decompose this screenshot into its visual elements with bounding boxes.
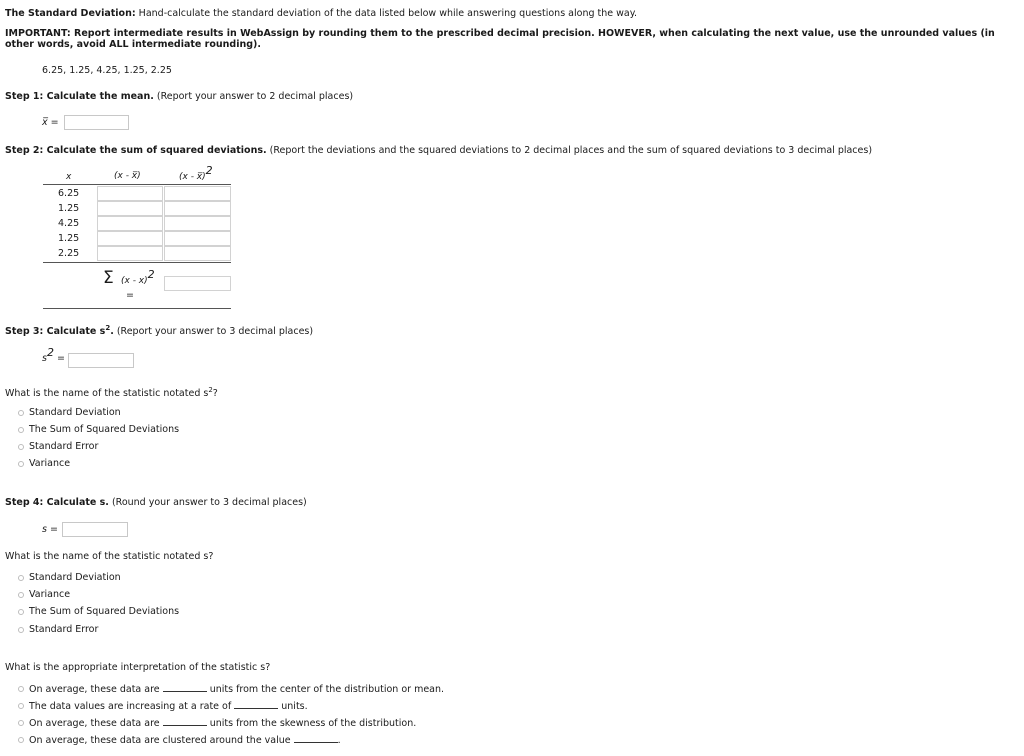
step4-heading: Step 4: Calculate s. (Round your answer to 3 decimal places) xyxy=(5,497,307,508)
q3-radio-1[interactable] xyxy=(18,686,24,692)
sd-label: s = xyxy=(42,524,58,535)
q3-option-4[interactable]: On average, these data are clustered around the value . xyxy=(29,735,341,746)
col-header-deviation: (x - x̅) xyxy=(114,171,141,181)
col-header-x: x xyxy=(66,172,72,182)
q3-radio-4[interactable] xyxy=(18,737,24,743)
q2-option-1[interactable]: Standard Deviation xyxy=(29,572,121,583)
q3-radio-3[interactable] xyxy=(18,720,24,726)
table-bottom-rule xyxy=(43,308,231,309)
deviation-input-2[interactable] xyxy=(97,201,163,216)
sd-input[interactable] xyxy=(62,522,128,537)
deviation-input-1[interactable] xyxy=(97,186,163,201)
problem-title: The Standard Deviation: Hand-calculate the standard deviation of the data listed below while answering questions along the way. xyxy=(5,8,638,19)
mean-input[interactable] xyxy=(64,115,129,130)
q2-option-2[interactable]: Variance xyxy=(29,589,71,600)
table-body-rule xyxy=(43,262,231,263)
blank-line xyxy=(294,734,338,743)
col-header-squared-deviation: (x - x̅)2 xyxy=(179,164,213,182)
table-row-5-x: 2.25 xyxy=(58,248,80,259)
q2-option-3[interactable]: The Sum of Squared Deviations xyxy=(29,606,180,617)
table-header-rule xyxy=(43,184,231,185)
q1-radio-3[interactable] xyxy=(18,444,24,450)
q1-option-3[interactable]: Standard Error xyxy=(29,441,99,452)
q1-radio-2[interactable] xyxy=(18,427,24,433)
table-row-3-x: 4.25 xyxy=(58,218,80,229)
q1-option-2[interactable]: The Sum of Squared Deviations xyxy=(29,424,180,435)
q3-option-3[interactable]: On average, these data are units from the skewness of the distribution. xyxy=(29,718,417,729)
deviation-input-3[interactable] xyxy=(97,216,163,231)
table-row-1-x: 6.25 xyxy=(58,188,80,199)
blank-line xyxy=(234,700,278,709)
sd-question: What is the name of the statistic notated s? xyxy=(5,551,214,562)
q3-option-1[interactable]: On average, these data are units from the center of the distribution or mean. xyxy=(29,684,445,695)
squared-deviation-input-1[interactable] xyxy=(164,186,231,201)
q2-radio-1[interactable] xyxy=(18,575,24,581)
q2-option-4[interactable]: Standard Error xyxy=(29,624,99,635)
squared-deviation-input-3[interactable] xyxy=(164,216,231,231)
q2-radio-3[interactable] xyxy=(18,609,24,615)
squared-deviation-input-5[interactable] xyxy=(164,246,231,261)
blank-line xyxy=(163,683,207,692)
q3-option-2[interactable]: The data values are increasing at a rate of units. xyxy=(29,701,308,712)
q2-radio-4[interactable] xyxy=(18,627,24,633)
step2-heading: Step 2: Calculate the sum of squared deviations. (Report the deviations and the squared deviations to 2 decimal places and the sum of squared deviations to 3 decimal places) xyxy=(5,145,873,156)
sigma-symbol: Σ xyxy=(103,268,114,288)
variance-label: s2 = xyxy=(42,346,65,364)
deviation-input-5[interactable] xyxy=(97,246,163,261)
interpretation-question: What is the appropriate interpretation of the statistic s? xyxy=(5,662,271,673)
step3-heading: Step 3: Calculate $s^2$. (Report your answer to 3 decimal places) xyxy=(5,324,314,338)
q1-radio-4[interactable] xyxy=(18,461,24,467)
important-note: IMPORTANT: Report intermediate results in WebAssign by rounding them to the prescribed decimal precision. HOWEVER, when calculating the next value, use the unrounded values (in other words, avoid ALL intermediate rounding). xyxy=(5,28,995,50)
variance-question: What is the name of the statistic notated $s^2$? xyxy=(5,386,218,400)
q2-radio-2[interactable] xyxy=(18,592,24,598)
blank-line xyxy=(163,717,207,726)
squared-deviation-input-2[interactable] xyxy=(164,201,231,216)
deviation-input-4[interactable] xyxy=(97,231,163,246)
mean-label: x̅ = xyxy=(42,117,59,128)
sum-equals: = xyxy=(126,290,134,301)
table-row-4-x: 1.25 xyxy=(58,233,80,244)
q1-radio-1[interactable] xyxy=(18,410,24,416)
step1-heading: Step 1: Calculate the mean. (Report your answer to 2 decimal places) xyxy=(5,91,354,102)
q1-option-1[interactable]: Standard Deviation xyxy=(29,407,121,418)
q3-radio-2[interactable] xyxy=(18,703,24,709)
squared-deviation-input-4[interactable] xyxy=(164,231,231,246)
q1-option-4[interactable]: Variance xyxy=(29,458,71,469)
sum-label: (x - x)2 xyxy=(121,268,155,286)
data-list: 6.25, 1.25, 4.25, 1.25, 2.25 xyxy=(42,65,172,76)
sum-squares-input[interactable] xyxy=(164,276,231,291)
table-row-2-x: 1.25 xyxy=(58,203,80,214)
variance-input[interactable] xyxy=(68,353,134,368)
